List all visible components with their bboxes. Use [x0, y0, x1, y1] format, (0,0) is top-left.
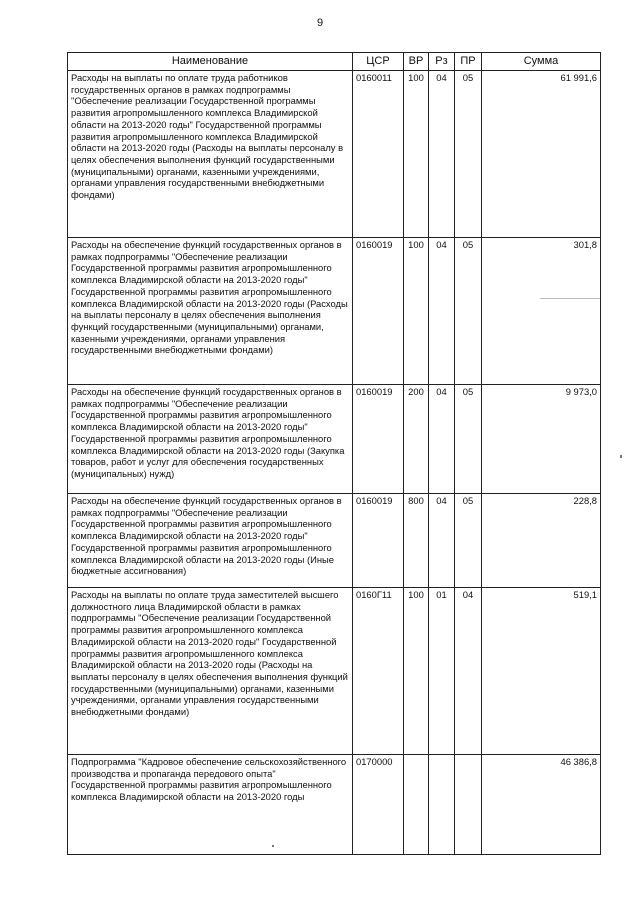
page-number: 9: [316, 17, 324, 29]
row-pr: 05: [455, 71, 482, 238]
row-name: Расходы на выплаты по оплате труда работников государственных органов в рамках подпрограммы "Обеспечение реализации Государственной программы развития агропромышленного комплекса Владимирской области на 2013-2020 годы" Государственной программы развития агропромышленного комплекса Владимирской области на 2013-2020 годы (Расходы на выплаты персоналу в целях обеспечения выполнения функций государственными (муниципальными) органами, казенными учреждениями, органами управления государственными внебюджетными фондами): [68, 71, 353, 238]
row-csr: 0170000: [353, 755, 404, 855]
row-rz: 01: [429, 588, 455, 755]
row-pr: 05: [455, 494, 482, 588]
row-sum: 519,1: [482, 588, 601, 755]
row-vr: 200: [404, 385, 429, 494]
row-pr: 05: [455, 238, 482, 385]
row-csr: 0160019: [353, 385, 404, 494]
row-csr: 0160Г11: [353, 588, 404, 755]
row-sum: 301,8: [482, 238, 601, 385]
header-name: Наименование: [68, 53, 353, 71]
row-name: Подпрограмма "Кадровое обеспечение сельскохозяйственного производства и пропаганда передового опыта" Государственной программы развития агропромышленного комплекса Владимирской области на 2013-2020 годы: [68, 755, 353, 855]
table-row: [68, 238, 601, 385]
row-vr: 100: [404, 71, 429, 238]
row-pr: 05: [455, 385, 482, 494]
row-csr: 0160019: [353, 238, 404, 385]
row-sum: 228,8: [482, 494, 601, 588]
header-csr: ЦСР: [353, 53, 404, 71]
row-sum: 9 973,0: [482, 385, 601, 494]
budget-table: [67, 52, 601, 855]
header-sum: Сумма: [482, 53, 601, 71]
row-vr: 100: [404, 238, 429, 385]
header-pr: ПР: [455, 53, 482, 71]
row-csr: 0160019: [353, 494, 404, 588]
row-vr: 100: [404, 588, 429, 755]
row-csr: 0160011: [353, 71, 404, 238]
table-row: [68, 385, 601, 494]
row-vr: 800: [404, 494, 429, 588]
row-pr: [455, 755, 482, 855]
row-name: Расходы на выплаты по оплате труда заместителей высшего должностного лица Владимирской области в рамках подпрограммы "Обеспечение реализации Государственной программы развития агропромышленного комплекса Владимирской области на 2013-2020 годы" Государственной программы развития агропромышленного комплекса Владимирской области на 2013-2020 годы (Расходы на выплаты персоналу в целях обеспечения выполнения функций государственными (муниципальными) органами, казенными учреждениями, органами управления государственными внебюджетными фондами): [68, 588, 353, 755]
row-name: Расходы на обеспечение функций государственных органов в рамках подпрограммы "Обеспечение реализации Государственной программы развития агропромышленного комплекса Владимирской области на 2013-2020 годы" Государственной программы развития агропромышленного комплекса Владимирской области на 2013-2020 годы (Расходы на выплаты персоналу в целях обеспечения выполнения функций государственными (муниципальными) органами, казенными учреждениями, органами управления государственными внебюджетными фондами): [68, 238, 353, 385]
row-rz: 04: [429, 238, 455, 385]
row-rz: [429, 755, 455, 855]
table-row: [68, 588, 601, 755]
row-vr: [404, 755, 429, 855]
header-vr: ВР: [404, 53, 429, 71]
table-header-row: [68, 53, 601, 71]
row-rz: 04: [429, 71, 455, 238]
row-pr: 04: [455, 588, 482, 755]
scan-speck: [272, 845, 274, 847]
row-rz: 04: [429, 385, 455, 494]
table-row: [68, 755, 601, 855]
row-sum: 46 386,8: [482, 755, 601, 855]
table-row: [68, 71, 601, 238]
row-name: Расходы на обеспечение функций государственных органов в рамках подпрограммы "Обеспечение реализации Государственной программы развития агропромышленного комплекса Владимирской области на 2013-2020 годы" Государственной программы развития агропромышленного комплекса Владимирской области на 2013-2020 годы (Закупка товаров, работ и услуг для обеспечения государственных (муниципальных) нужд): [68, 385, 353, 494]
scan-speck: [620, 455, 622, 458]
row-rz: 04: [429, 494, 455, 588]
scan-dash: [540, 298, 600, 299]
row-sum: 61 991,6: [482, 71, 601, 238]
header-rz: Рз: [429, 53, 455, 71]
table-row: [68, 494, 601, 588]
row-name: Расходы на обеспечение функций государственных органов в рамках подпрограммы "Обеспечение реализации Государственной программы развития агропромышленного комплекса Владимирской области на 2013-2020 годы" Государственной программы развития агропромышленного комплекса Владимирской области на 2013-2020 годы (Иные бюджетные ассигнования): [68, 494, 353, 588]
